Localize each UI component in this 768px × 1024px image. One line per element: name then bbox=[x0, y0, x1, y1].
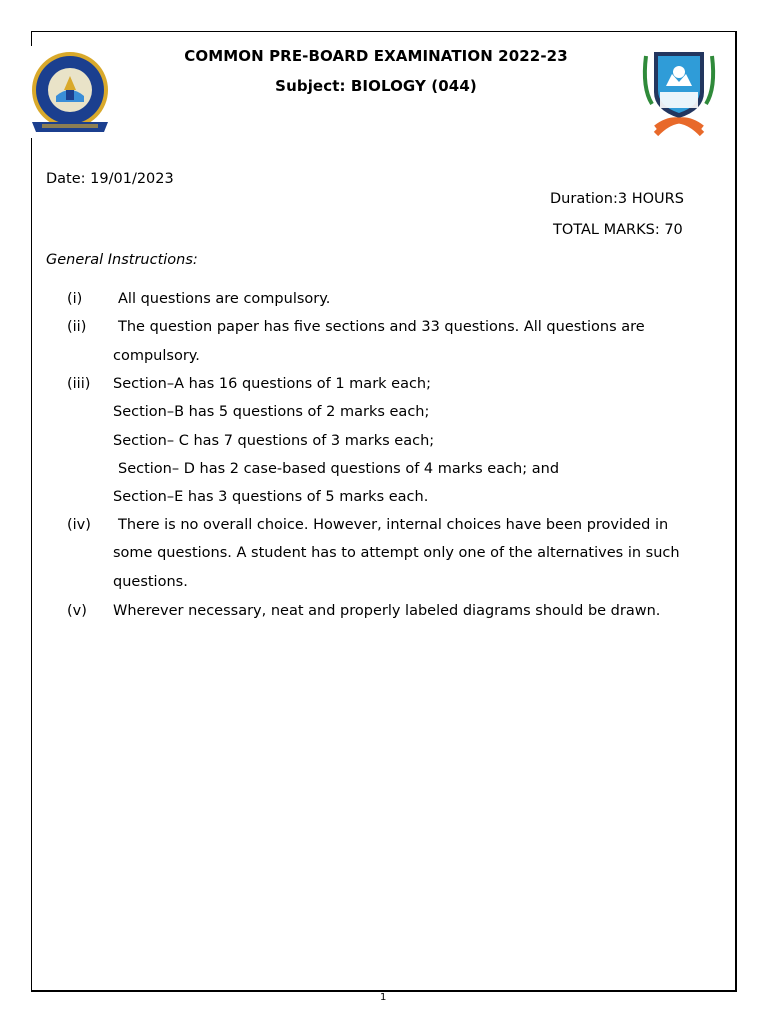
instruction-line: Section–E has 3 questions of 5 marks each. bbox=[113, 489, 429, 505]
instruction-line: Section–B has 5 questions of 2 marks each; bbox=[113, 404, 430, 420]
instruction-line: some questions. A student has to attempt only one of the alternatives in such bbox=[113, 545, 680, 561]
exam-title: COMMON PRE-BOARD EXAMINATION 2022-23 bbox=[184, 47, 568, 65]
instruction-line: The question paper has five sections and 33 questions. All questions are bbox=[118, 319, 645, 335]
instruction-number: (iii) bbox=[67, 376, 91, 392]
subject-title: Subject: BIOLOGY (044) bbox=[275, 77, 477, 95]
instruction-line: There is no overall choice. However, internal choices have been provided in bbox=[118, 517, 669, 533]
instruction-line: Section– C has 7 questions of 3 marks each; bbox=[113, 433, 435, 449]
instruction-line: Wherever necessary, neat and properly labeled diagrams should be drawn. bbox=[113, 603, 661, 619]
page-number: 1 bbox=[380, 992, 387, 1003]
instruction-line: Section– D has 2 case-based questions of 4 marks each; and bbox=[118, 461, 560, 477]
instruction-number: (i) bbox=[67, 291, 83, 307]
instructions-heading: General Instructions: bbox=[46, 252, 198, 268]
instruction-number: (iv) bbox=[67, 517, 91, 533]
instruction-number: (v) bbox=[67, 603, 87, 619]
total-marks: TOTAL MARKS: 70 bbox=[553, 222, 683, 238]
instruction-line: All questions are compulsory. bbox=[118, 291, 331, 307]
instruction-line: compulsory. bbox=[113, 348, 200, 364]
exam-date: Date: 19/01/2023 bbox=[46, 171, 174, 187]
instruction-number: (ii) bbox=[67, 319, 87, 335]
exam-duration: Duration:3 HOURS bbox=[550, 191, 684, 207]
instruction-line: Section–A has 16 questions of 1 mark each; bbox=[113, 376, 432, 392]
instruction-line: questions. bbox=[113, 574, 188, 590]
